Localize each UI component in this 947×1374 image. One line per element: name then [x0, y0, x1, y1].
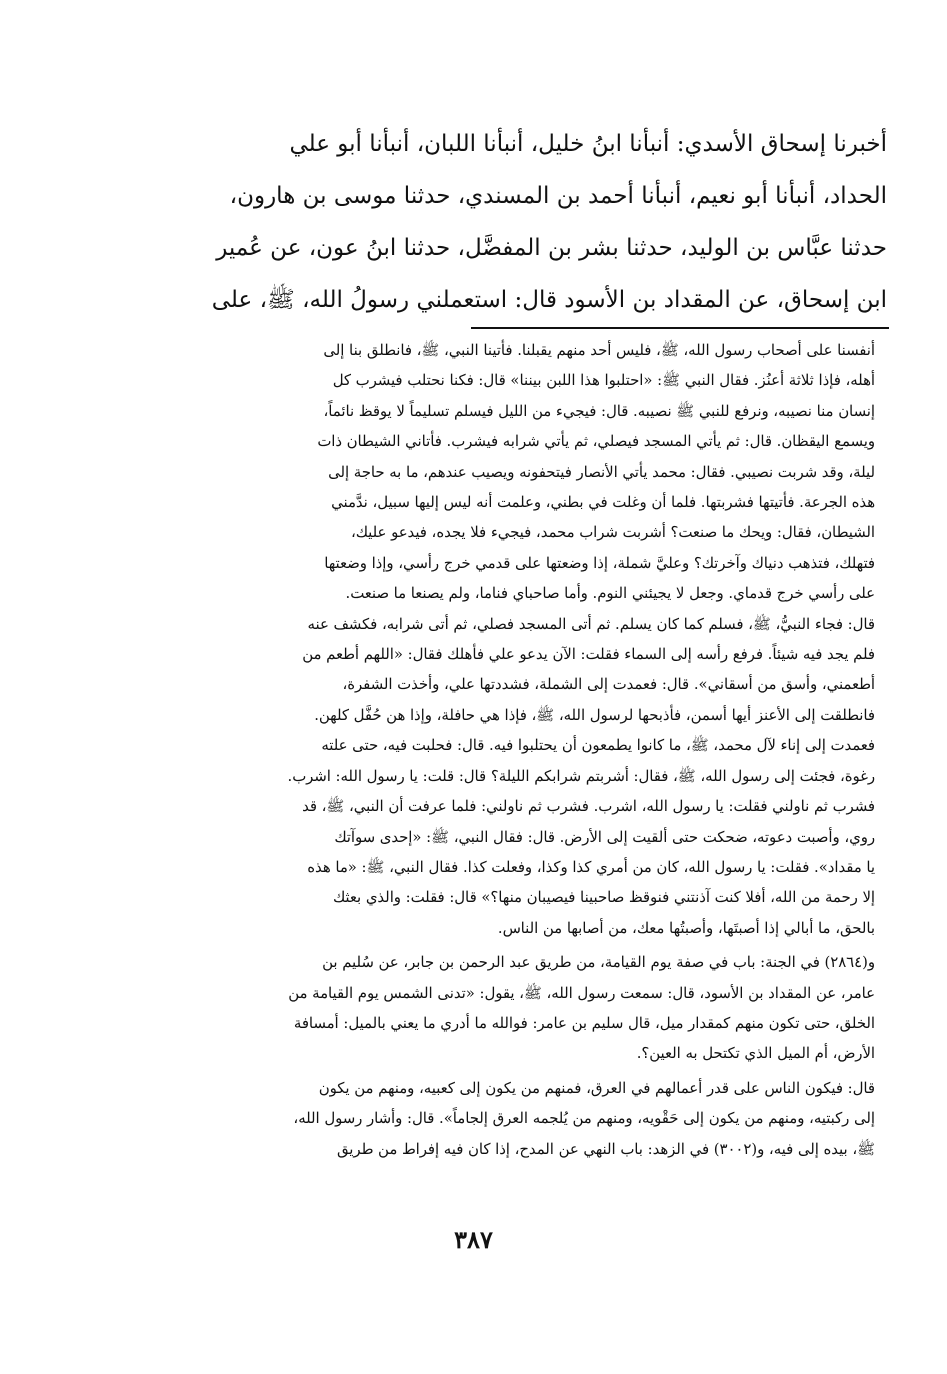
footnote-line: رغوة، فجئت إلى رسول الله، ﷺ، فقال: أشربتم شرابكم الليلة؟ قال: قلت: يا رسول الله: اشرب.: [287, 767, 875, 785]
footnote-line: فانطلقت إلى الأعنز أيها أسمن، فأذبحها لرسول الله، ﷺ، فإذا هي حافلة، وإذا هن حُفَّل كلهن.: [314, 706, 875, 724]
footnote-line: أطعمني، وأسق من أسقاني». قال: فعمدت إلى الشملة، فشددتها علي، وأخذت الشفرة،: [342, 676, 875, 694]
footnote-line: روي، وأصبت دعوته، ضحكت حتى ألقيت إلى الأرض. قال: فقال النبي، ﷺ: «إحدى سوآتك: [334, 828, 875, 846]
main-text-line: الحداد، أنبأنا أبو نعيم، أنبأنا أحمد بن المسندي، حدثنا موسى بن هارون،: [229, 183, 887, 209]
footnote-line: قال: فيكون الناس على قدر أعمالهم في العرق، فمنهم من يكون إلى كعبيه، ومنهم من يكون: [318, 1079, 875, 1097]
footnote-line: إلا رحمة من الله، أفلا كنت آذنتني فنوقظ صاحبينا فيصيبان منها؟» قال: فقلت: والذي بعثك: [332, 889, 875, 907]
footnote-line: ويسمع اليقظان. قال: ثم يأتي المسجد فيصلي، ثم يأتي شرابه فيشرب. فأتاني الشيطان ذات: [317, 433, 875, 451]
footnote-line: فلم يجد فيه شيئاً. فرفع رأسه إلى السماء فقلت: الآن يدعو علي فأهلك فقال: «اللهم أطعم من: [302, 646, 875, 664]
footnote-line: عامر، عن المقداد بن الأسود، قال: سمعت رسول الله، ﷺ، يقول: «تدنى الشمس يوم القيامة من: [288, 984, 875, 1002]
footnote-separator-rule: [471, 327, 889, 329]
main-text-line: ابن إسحاق، عن المقداد بن الأسود قال: استعملني رسولُ الله، ﷺ، على: [211, 287, 887, 313]
main-text-line: أخبرنا إسحاق الأسدي: أنبأنا ابنُ خليل، أنبأنا اللبان، أنبأنا أبو علي: [289, 131, 887, 157]
footnote-line: إلى ركبتيه، ومنهم من يكون إلى حَقْويه، ومنهم من يُلجمه العرق إلجاماً». قال: وأشار رسول الله،: [293, 1110, 875, 1128]
footnote-line: الأرض، أم الميل الذي تكتحل به العين؟.: [636, 1045, 875, 1063]
footnote-line: هذه الجرعة. فأتيتها فشربتها. فلما أن وغلت في بطني، وعلمت أنه ليس إليها سبيل، ندَّمني: [331, 494, 875, 512]
footnote-line: قال: فجاء النبيُّ، ﷺ، فسلم كما كان يسلم. ثم أتى المسجد فصلي، ثم أتى شرابه، فكشف عنه: [307, 615, 875, 633]
page-number: ٣٨٧: [454, 1225, 493, 1254]
main-text-block: [72, 118, 887, 326]
footnote-line: ليلة، وقد شربت نصيبي. فقال: محمد يأتي الأنصار فيتحفونه ويصيب عندهم، ما به حاجة إلى: [328, 463, 875, 481]
footnote-line: و(٢٨٦٤) في الجنة: باب في صفة يوم القيامة، من طريق عبد الرحمن بن جابر، عن سُليم بن: [322, 954, 875, 972]
footnote-line: على رأسي خرج قدماي. وجعل لا يجيئني النوم. وأما صاحباي فناما، ولم يصنعا ما صنعت.: [345, 585, 875, 603]
footnote-line: أهله، فإذا ثلاثة أعنُز. فقال النبي ﷺ: «احتلبوا هذا اللبن بيننا» قال: فكنا نحتلب فيشرب كل: [332, 372, 875, 390]
footnote-line: أنفسنا على أصحاب رسول الله، ﷺ، فليس أحد منهم يقبلنا. فأتينا النبي، ﷺ، فانطلق بنا إلى: [323, 342, 875, 359]
footnote-line: ﷺ، بيده إلى فيه، و(٣٠٠٢) في الزهد: باب النهي عن المدح، إذا كان فيه إفراط من طريق: [336, 1140, 875, 1158]
footnote-line: إنسان منا نصيبه، ونرفع للنبي ﷺ نصيبه. قال: فيجيء من الليل فيسلم تسليماً لا يوقظ نائماً،: [323, 402, 875, 420]
footnote-line: فشرب ثم ناولني فقلت: يا رسول الله، اشرب. فشرب ثم ناولني: فلما عرفت أن النبي، ﷺ، قد: [302, 798, 875, 816]
footnote-line: فعمدت إلى إناء لآل محمد، ﷺ، ما كانوا يطمعون أن يحتلبوا فيه. قال: فحلبت فيه، حتى علته: [321, 737, 875, 755]
footnote-line: فتهلك، فتذهب دنياك وآخرتك؟ وعليَّ شملة، إذا وضعتها على قدمي خرج رأسي، وإذا وضعتها: [324, 554, 875, 572]
footnote-line: يا مقداد». فقلت: يا رسول الله، كان من أمري كذا وكذا، وفعلت كذا. فقال النبي، ﷺ: «ما هذه: [307, 858, 875, 876]
footnote-line: بالحق، ما أبالي إذا أصبتَها، وأصبتُها معك، من أصابها من الناس.: [497, 919, 875, 937]
footnote-line: الشيطان، فقال: ويحك ما صنعت؟ أشربت شراب محمد، فيجيء فلا يجده، فيدعو عليك،: [350, 524, 875, 542]
footnote-line: الخلق، حتى تكون منهم كمقدار ميل، قال سليم بن عامر: فوالله ما أدري ما يعني بالميل: أمسافة: [293, 1014, 875, 1032]
footnotes-block: [83, 336, 875, 1165]
main-text-line: حدثنا عبَّاس بن الوليد، حدثنا بشر بن المفضَّل، حدثنا ابنُ عون، عن عُمير: [216, 235, 887, 261]
